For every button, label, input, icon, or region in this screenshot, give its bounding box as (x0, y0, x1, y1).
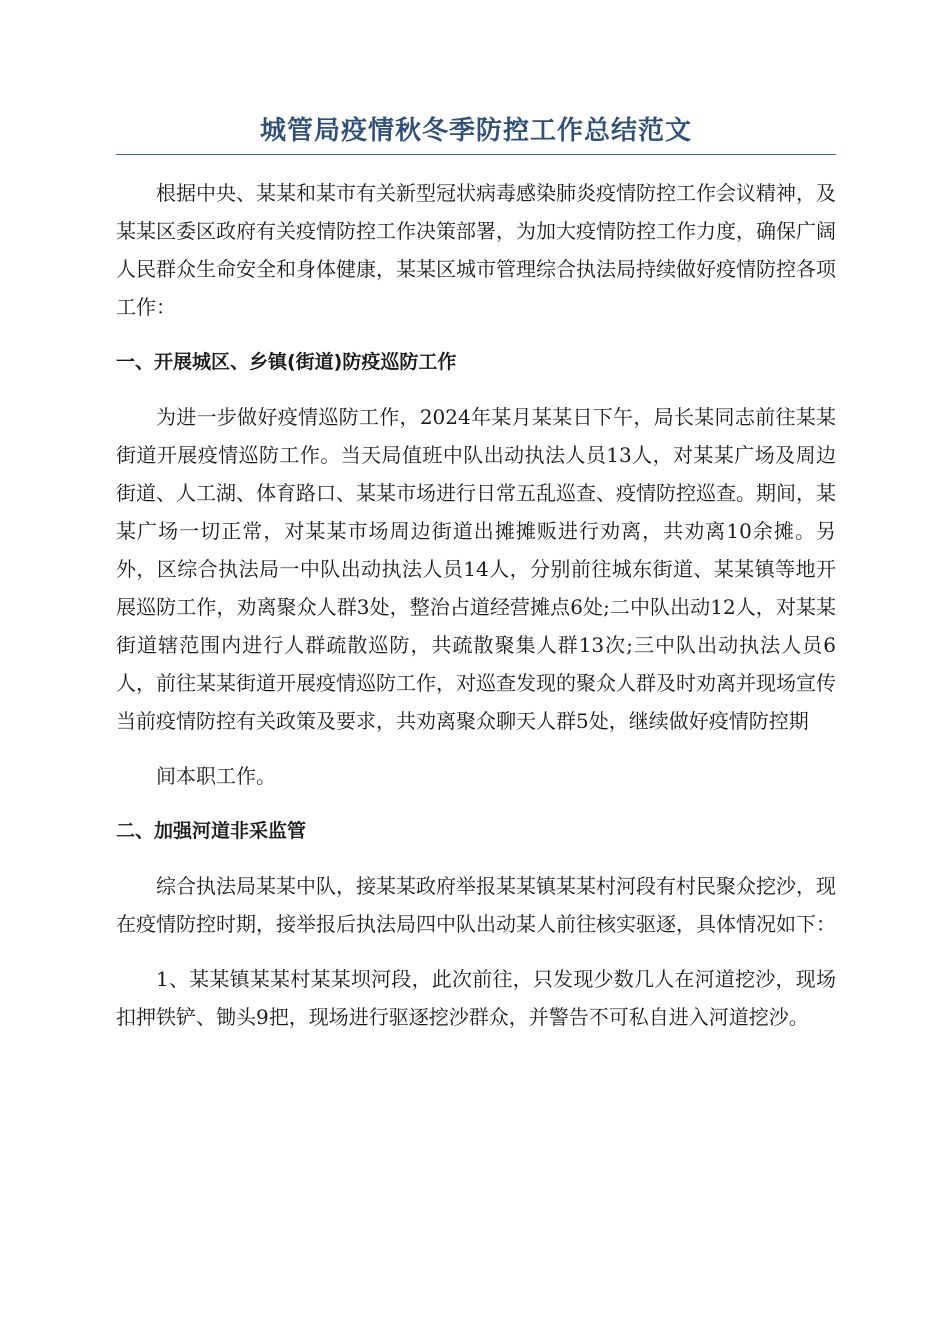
intro-paragraph: 根据中央、某某和某市有关新型冠状病毒感染肺炎疫情防控工作会议精神，及某某区委区政府有关疫情防控工作决策部署，为加大疫情防控工作力度，确保广阔人民群众生命安全和身体健康，某某区城市管理综合执法局持续做好疫情防控各项工作： (116, 181, 836, 319)
document-page (116, 112, 836, 1036)
spacer (116, 850, 836, 867)
section-2-paragraph-2: 1、某某镇某某村某某坝河段，此次前往，只发现少数几人在河道挖沙，现场扣押铁铲、锄头9把，现场进行驱逐挖沙群众，并警告不可私自进入河道挖沙。 (116, 967, 836, 1029)
spacer (116, 155, 836, 174)
spacer (116, 740, 836, 757)
section-2-paragraph-1: 综合执法局某某中队，接某某政府举报某某镇某某村河段有村民聚众挖沙，现在疫情防控时期，接举报后执法局四中队出动某人前往核实驱逐，具体情况如下： (116, 874, 836, 936)
section-1-paragraph-2: 间本职工作。 (156, 764, 276, 788)
document-title: 城管局疫情秋冬季防控工作总结范文 (116, 112, 836, 155)
spacer (116, 795, 836, 812)
section-2-heading: 二、加强河道非采监管 (116, 820, 307, 842)
spacer (116, 326, 836, 343)
section-1-heading: 一、开展城区、乡镇(街道)防疫巡防工作 (116, 351, 457, 373)
spacer (116, 943, 836, 960)
spacer (116, 381, 836, 398)
section-1-paragraph-1: 为进一步做好疫情巡防工作，2024年某月某某日下午，局长某同志前往某某街道开展疫情巡防工作。当天局值班中队出动执法人员13人，对某某广场及周边街道、人工湖、体育路口、某某市场进行日常五乱巡查、疫情防控巡查。期间，某某广场一切正常，对某某市场周边街道出摊摊贩进行劝离，共劝离10余摊。另外，区综合执法局一中队出动执法人员14人，分别前往城东街道、某某镇等地开展巡防工作，劝离聚众人群3处，整治占道经营摊点6处;二中队出动12人，对某某街道辖范围内进行人群疏散巡防，共疏散聚集人群13次;三中队出动执法人员6人，前往某某街道开展疫情巡防工作，对巡查发现的聚众人群及时劝离并现场宣传当前疫情防控有关政策及要求，共劝离聚众聊天人群5处，继续做好疫情防控期 (116, 405, 836, 733)
